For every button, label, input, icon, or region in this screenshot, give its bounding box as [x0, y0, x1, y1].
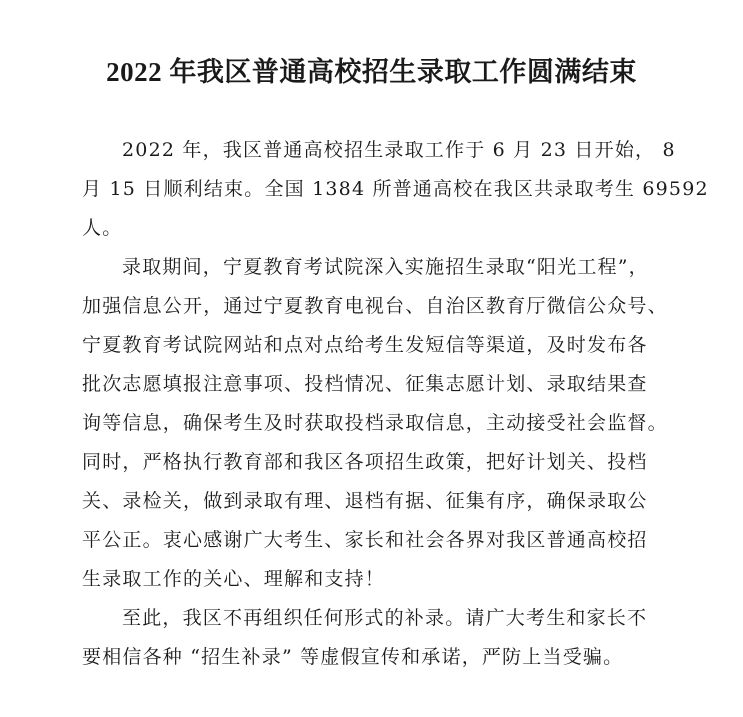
paragraph-2-line-6: 同时，严格执行教育部和我区各项招生政策，把好计划关、投档 [82, 451, 648, 473]
paragraph-3-line-2: 要相信各种 “招生补录” 等虚假宣传和承诺，严防上当受骗。 [82, 646, 624, 668]
paragraph-2-line-5: 询等信息，确保考生及时获取投档录取信息，主动接受社会监督。 [82, 412, 668, 434]
paragraph-2-line-1: 录取期间，宁夏教育考试院深入实施招生录取“阳光工程”， [122, 256, 649, 278]
paragraph-2-line-4: 批次志愿填报注意事项、投档情况、征集志愿计划、录取结果查 [82, 373, 648, 395]
paragraph-1-line-3: 人。 [82, 217, 123, 239]
paragraph-1-line-1: 2022 年，我区普通高校招生录取工作于 6 月 23 日开始， 8 [122, 139, 676, 161]
paragraph-2-line-3: 宁夏教育考试院网站和点对点给考生发短信等渠道，及时发布各 [82, 334, 648, 356]
paragraph-2-line-9: 生录取工作的关心、理解和支持！ [82, 568, 386, 590]
paragraph-2-line-2: 加强信息公开，通过宁夏教育电视台、自治区教育厅微信公众号、 [82, 295, 668, 317]
paragraph-2-line-8: 平公正。衷心感谢广大考生、家长和社会各界对我区普通高校招 [82, 529, 648, 551]
document-title: 2022 年我区普通高校招生录取工作圆满结束 [106, 57, 637, 87]
paragraph-3-line-1: 至此，我区不再组织任何形式的补录。请广大考生和家长不 [122, 607, 648, 629]
paragraph-2-line-7: 关、录检关，做到录取有理、退档有据、征集有序，确保录取公 [82, 490, 648, 512]
paragraph-1-line-2: 月 15 日顺利结束。全国 1384 所普通高校在我区共录取考生 69592 [82, 178, 709, 200]
